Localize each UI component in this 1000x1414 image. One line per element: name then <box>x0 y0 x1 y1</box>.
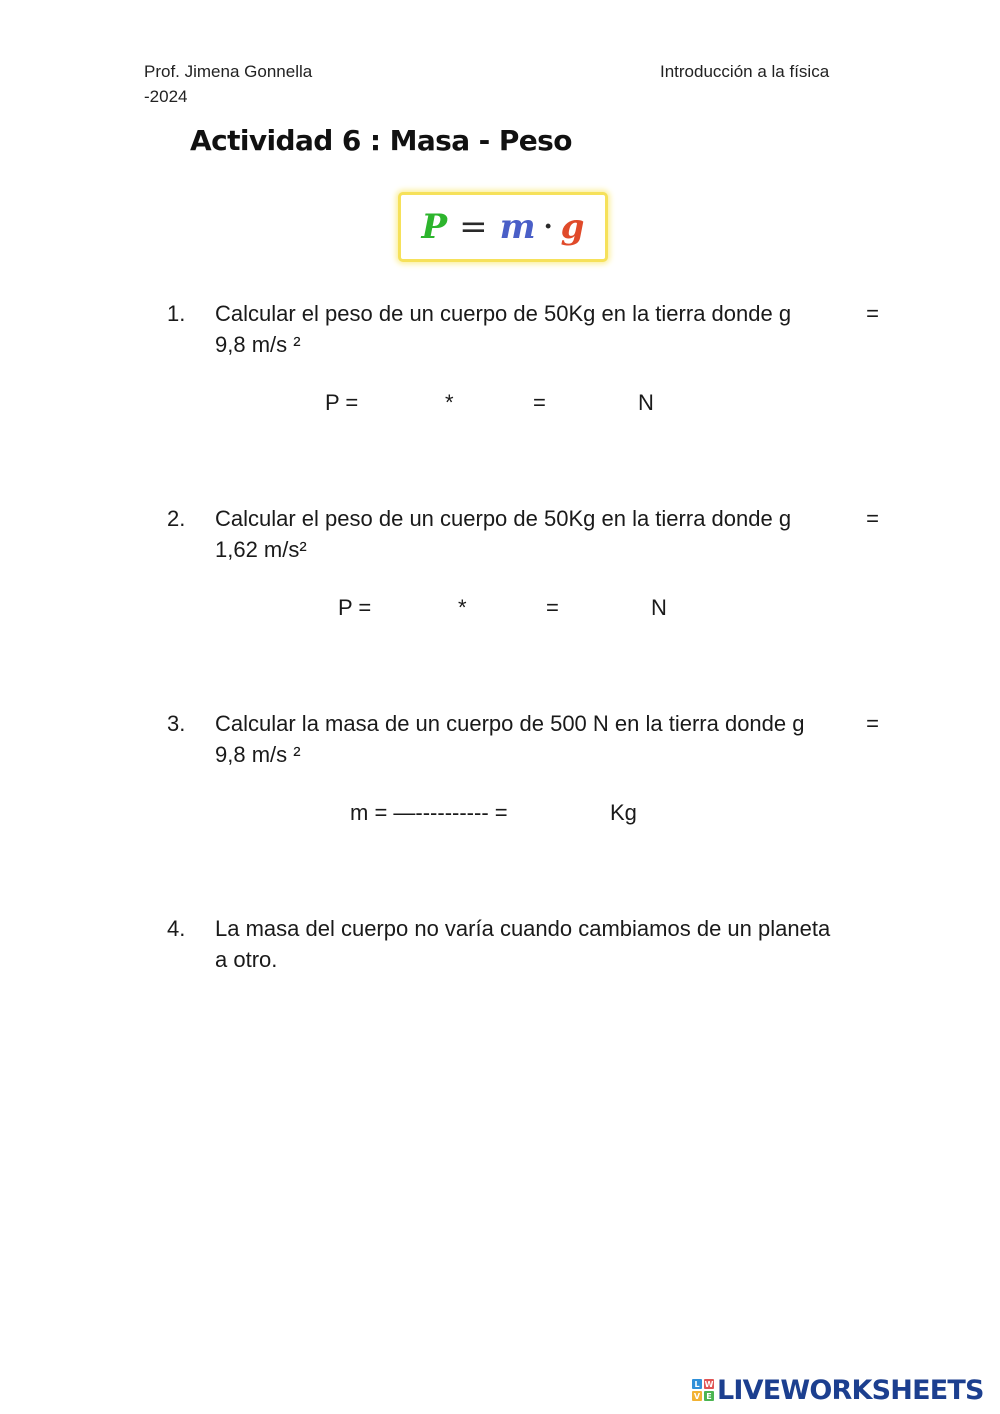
answer-multiply: * <box>458 595 467 620</box>
answer-unit: N <box>638 390 654 415</box>
question-equals: = <box>866 506 879 531</box>
question-text <box>215 298 879 360</box>
formula-equals: = <box>459 207 488 247</box>
page-title: Actividad 6 : Masa - Peso <box>190 124 572 157</box>
formula-gravity-symbol: g <box>560 207 585 247</box>
question-text <box>215 913 879 975</box>
gravity-value: 1,62 m/s² <box>215 537 307 562</box>
formula-weight-symbol: P <box>421 207 448 247</box>
gravity-value: 9,8 m/s ² <box>215 332 301 357</box>
logo-cell: L <box>692 1379 702 1389</box>
formula-multiply: · <box>543 212 553 242</box>
question-number: 3. <box>167 711 186 736</box>
question-number: 1. <box>167 301 186 326</box>
year: -2024 <box>144 87 188 106</box>
logo-mark-icon <box>692 1379 714 1401</box>
question-line <box>215 913 879 944</box>
logo-text: LIVEWORKSHEETS <box>717 1374 984 1406</box>
logo-cell: W <box>704 1379 714 1389</box>
question-text <box>215 503 879 565</box>
answer-mass-expression: m = —---------- = <box>350 800 508 825</box>
question-statement: Calcular la masa de un cuerpo de 500 N en la tierra donde g <box>215 711 805 736</box>
course-name: Introducción a la física <box>660 62 830 81</box>
formula-mass-symbol: m <box>499 207 536 247</box>
author-name: Prof. Jimena Gonnella <box>144 62 313 81</box>
answer-lhs: P = <box>325 390 359 415</box>
answer-multiply: * <box>445 390 454 415</box>
question-equals: = <box>866 711 879 736</box>
formula-box <box>398 192 608 262</box>
question-statement: La masa del cuerpo no varía cuando cambiamos de un planeta <box>215 916 831 941</box>
question-line <box>215 298 879 329</box>
question-statement: Calcular el peso de un cuerpo de 50Kg en la tierra donde g <box>215 301 792 326</box>
question-text <box>215 708 879 770</box>
answer-equals: = <box>546 595 559 620</box>
answer-equals: = <box>533 390 546 415</box>
question-line <box>215 708 879 739</box>
liveworksheets-logo[interactable] <box>692 1374 984 1406</box>
gravity-value: 9,8 m/s ² <box>215 742 301 767</box>
answer-unit: Kg <box>610 800 637 825</box>
question-statement: Calcular el peso de un cuerpo de 50Kg en la tierra donde g <box>215 506 792 531</box>
question-line <box>215 503 879 534</box>
logo-cell: V <box>693 1391 701 1401</box>
question-number: 2. <box>167 506 186 531</box>
question-equals: = <box>866 301 879 326</box>
question-continuation: a otro. <box>215 947 278 972</box>
answer-unit: N <box>651 595 667 620</box>
answer-lhs: P = <box>338 595 372 620</box>
logo-cell: E <box>704 1391 714 1401</box>
question-number: 4. <box>167 916 186 941</box>
